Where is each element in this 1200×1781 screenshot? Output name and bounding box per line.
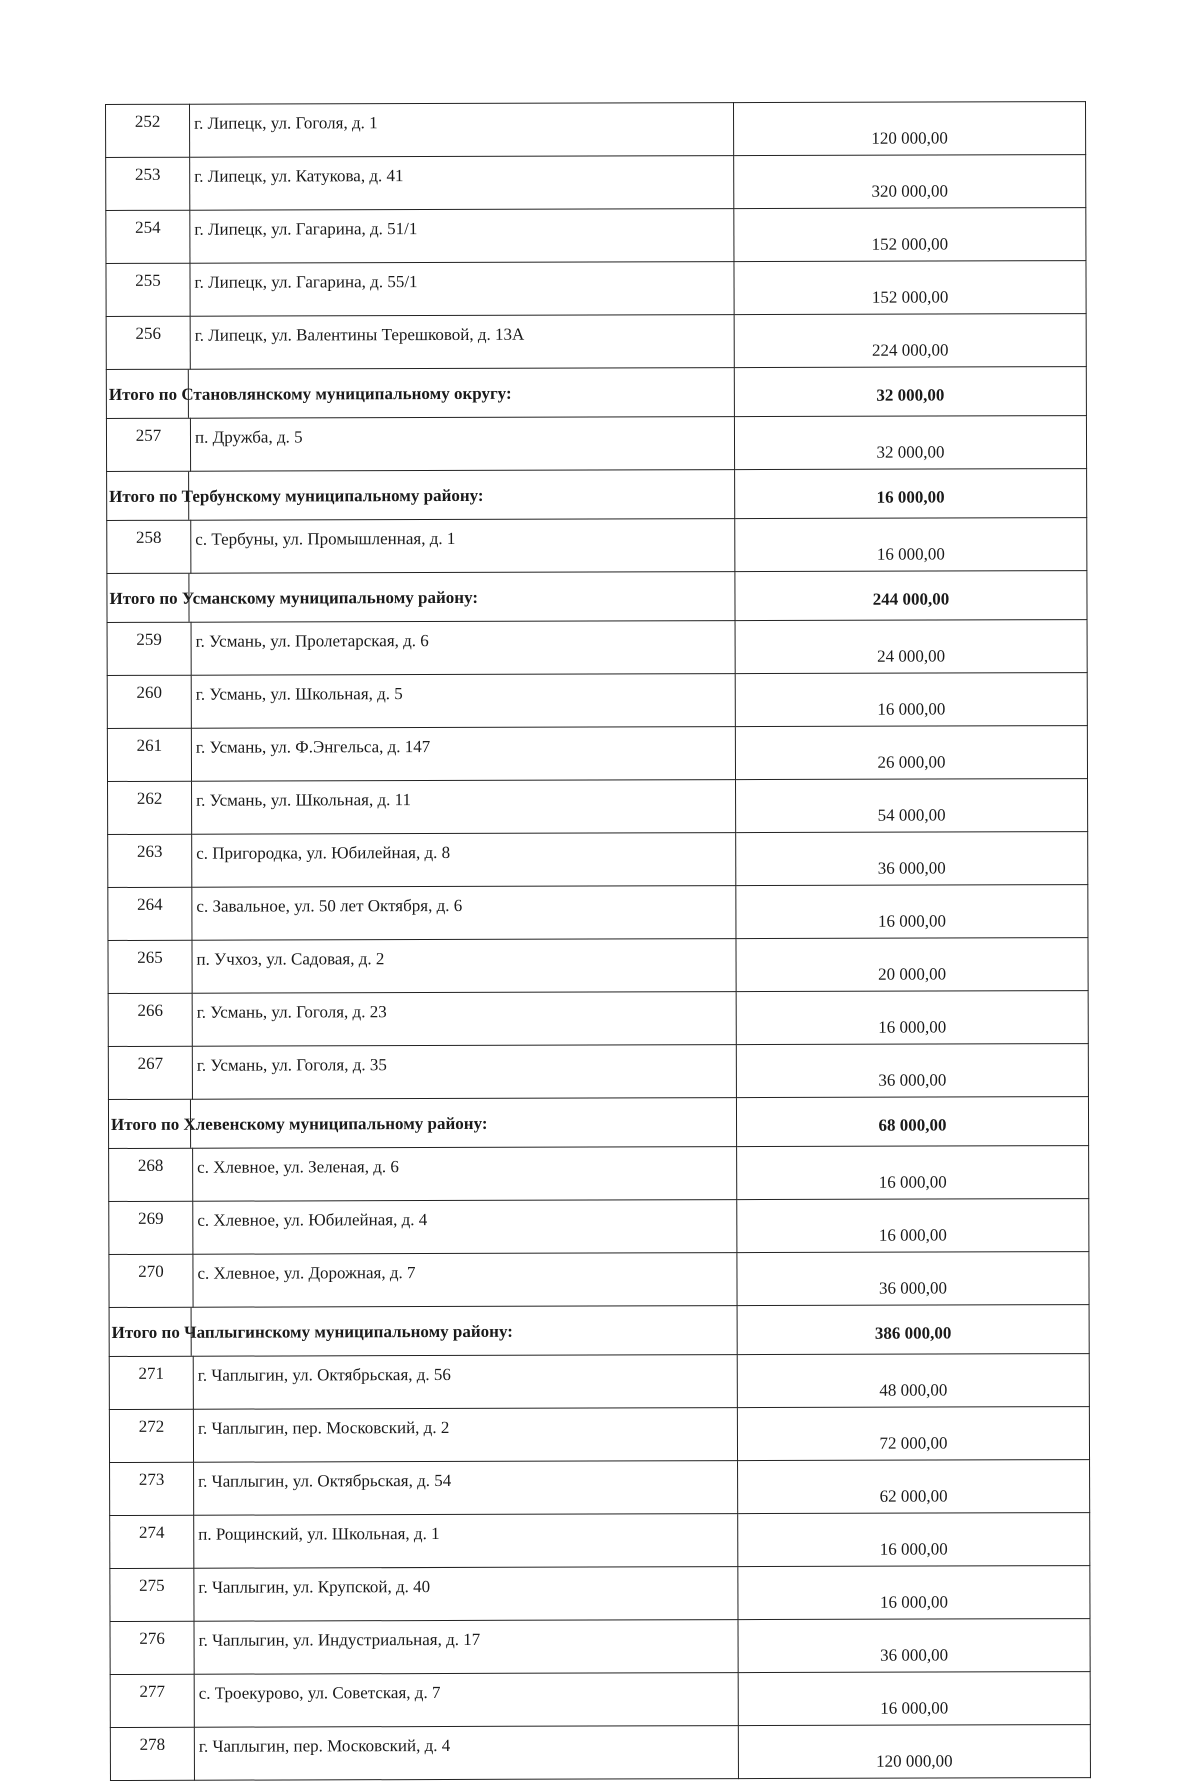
subtotal-amount: 244 000,00 [735,571,1087,621]
row-address: г. Усмань, ул. Гоголя, д. 35 [192,1045,736,1100]
row-amount: 16 000,00 [735,518,1087,572]
subtotal-label: Итого по Тербунскому муниципальному району: [109,485,484,506]
row-amount: 16 000,00 [738,1672,1090,1726]
row-address: п. Дружба, д. 5 [190,417,734,472]
row-amount: 24 000,00 [735,620,1087,674]
subtotal-amount: 386 000,00 [737,1305,1089,1355]
row-number: 254 [106,210,190,263]
subtotal-row [107,571,1087,623]
row-address: п. Учхоз, ул. Садовая, д. 2 [192,939,736,994]
row-address: г. Усмань, ул. Пролетарская, д. 6 [191,621,735,676]
row-amount: 120 000,00 [733,102,1085,156]
row-number: 260 [107,675,191,728]
column-divider [188,370,189,418]
table-row [106,314,1086,370]
table-row [107,726,1087,782]
row-amount: 36 000,00 [736,832,1088,886]
subtotal-row [108,1097,1088,1149]
column-divider [188,472,189,520]
table-row [108,938,1088,994]
row-number: 264 [108,887,192,940]
row-number: 262 [108,781,192,834]
row-address: г. Липецк, ул. Валентины Терешковой, д. 13А [190,315,734,370]
column-divider [191,1308,192,1356]
row-amount: 152 000,00 [734,208,1086,262]
subtotal-row [106,367,1086,419]
row-address: г. Чаплыгин, пер. Московский, д. 4 [194,1726,738,1781]
column-divider [188,574,189,622]
row-number: 266 [108,993,192,1046]
table-row [110,1566,1090,1622]
table-row [106,261,1086,317]
table-row [108,885,1088,941]
table-row [110,1672,1090,1728]
row-address: с. Хлевное, ул. Дорожная, д. 7 [193,1253,737,1308]
row-address: г. Чаплыгин, ул. Октябрьская, д. 54 [194,1461,738,1516]
row-amount: 32 000,00 [734,416,1086,470]
row-address: п. Рощинский, ул. Школьная, д. 1 [194,1514,738,1569]
table-row [106,155,1086,211]
row-amount: 320 000,00 [734,155,1086,209]
row-number: 259 [107,622,191,675]
row-amount: 36 000,00 [736,1044,1088,1098]
row-number: 277 [110,1674,194,1727]
address-amount-table [105,101,1091,1781]
row-address: г. Липецк, ул. Гагарина, д. 51/1 [190,209,734,264]
table-row [110,1619,1090,1675]
row-address: г. Усмань, ул. Ф.Энгельса, д. 147 [191,727,735,782]
row-address: с. Пригородка, ул. Юбилейная, д. 8 [192,833,736,888]
table-row [110,1460,1090,1516]
row-address: с. Завальное, ул. 50 лет Октября, д. 6 [192,886,736,941]
row-number: 261 [107,728,191,781]
table-row [109,1354,1089,1410]
row-amount: 36 000,00 [737,1252,1089,1306]
row-amount: 16 000,00 [735,673,1087,727]
table-row [109,1146,1089,1202]
subtotal-label: Итого по Чаплыгинскому муниципальному району: [111,1321,513,1342]
table-row [107,518,1087,574]
row-number: 275 [110,1568,194,1621]
row-amount: 62 000,00 [738,1460,1090,1514]
row-number: 270 [109,1254,193,1307]
table-row [108,832,1088,888]
row-number: 252 [106,104,190,157]
row-number: 278 [110,1727,194,1780]
row-address: г. Липецк, ул. Катукова, д. 41 [190,156,734,211]
row-number: 276 [110,1621,194,1674]
row-amount: 16 000,00 [738,1513,1090,1567]
row-address: с. Хлевное, ул. Юбилейная, д. 4 [193,1200,737,1255]
row-number: 255 [106,263,190,316]
row-number: 274 [110,1515,194,1568]
subtotal-amount: 68 000,00 [736,1097,1088,1147]
table-row [107,620,1087,676]
row-number: 258 [107,520,191,573]
row-address: г. Чаплыгин, ул. Октябрьская, д. 56 [193,1355,737,1410]
row-number: 253 [106,157,190,210]
row-amount: 72 000,00 [737,1407,1089,1461]
subtotal-label: Итого по Хлевенскому муниципальному району: [110,1113,488,1134]
row-number: 257 [106,418,190,471]
row-number: 265 [108,940,192,993]
row-amount: 16 000,00 [736,991,1088,1045]
row-amount: 20 000,00 [736,938,1088,992]
row-address: г. Усмань, ул. Гоголя, д. 23 [192,992,736,1047]
row-amount: 16 000,00 [738,1566,1090,1620]
row-number: 267 [108,1046,192,1099]
table-row [106,416,1086,472]
table-row [110,1513,1090,1569]
column-divider [190,1100,191,1148]
row-amount: 224 000,00 [734,314,1086,368]
table-row [109,1252,1089,1308]
row-amount: 54 000,00 [736,779,1088,833]
row-address: г. Чаплыгин, ул. Индустриальная, д. 17 [194,1620,738,1675]
subtotal-row [107,469,1087,521]
subtotal-row [109,1305,1089,1357]
row-amount: 16 000,00 [737,1199,1089,1253]
table-row [108,991,1088,1047]
row-number: 268 [109,1148,193,1201]
row-number: 271 [109,1356,193,1409]
row-address: с. Тербуны, ул. Промышленная, д. 1 [191,519,735,574]
subtotal-label: Итого по Становлянскому муниципальному округу: [108,383,512,404]
row-address: с. Троекурово, ул. Советская, д. 7 [194,1673,738,1728]
subtotal-label: Итого по Усманскому муниципальному району: [109,587,479,608]
row-number: 256 [106,316,190,369]
row-number: 272 [109,1409,193,1462]
row-amount: 16 000,00 [737,1146,1089,1200]
table-body [106,102,1091,1781]
table-row [108,779,1088,835]
row-amount: 152 000,00 [734,261,1086,315]
subtotal-amount: 16 000,00 [735,469,1087,519]
table-row [106,102,1086,158]
row-number: 263 [108,834,192,887]
row-number: 273 [110,1462,194,1515]
table-row [106,208,1086,264]
table-row [107,673,1087,729]
row-address: г. Чаплыгин, ул. Крупской, д. 40 [194,1567,738,1622]
row-amount: 48 000,00 [737,1354,1089,1408]
row-number: 269 [109,1201,193,1254]
table-row [108,1044,1088,1100]
row-address: с. Хлевное, ул. Зеленая, д. 6 [193,1147,737,1202]
row-address: г. Липецк, ул. Гоголя, д. 1 [190,103,734,158]
row-address: г. Липецк, ул. Гагарина, д. 55/1 [190,262,734,317]
row-amount: 36 000,00 [738,1619,1090,1673]
row-address: г. Усмань, ул. Школьная, д. 5 [191,674,735,729]
row-amount: 120 000,00 [738,1725,1090,1779]
table-row [109,1199,1089,1255]
subtotal-amount: 32 000,00 [734,367,1086,417]
table-row [109,1407,1089,1463]
row-address: г. Усмань, ул. Школьная, д. 11 [192,780,736,835]
row-amount: 16 000,00 [736,885,1088,939]
row-address: г. Чаплыгин, пер. Московский, д. 2 [193,1408,737,1463]
row-amount: 26 000,00 [735,726,1087,780]
table-row [110,1725,1090,1781]
